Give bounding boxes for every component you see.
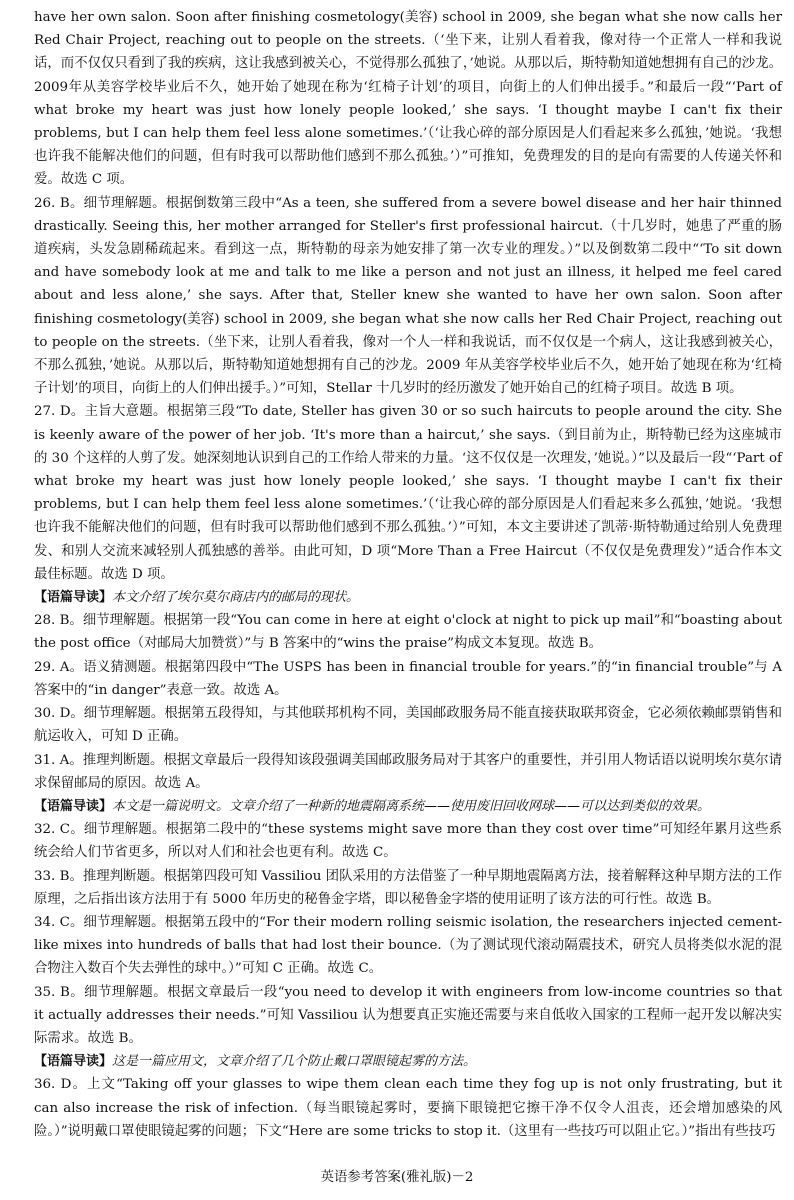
answer-30: 30. D。细节理解题。根据第五段得知，与其他联邦机构不同，美国邮政服务局不能直接获取联邦资金，它必须依赖邮票销售和航运收入，可知 D 正确。 (34, 706, 782, 745)
answer-29: 29. A。语义猜测题。根据第四段中“The USPS has been in financial trouble for years.”的“in financial trouble”与 A 答案中的“in danger”表意一致。故选 A。 (34, 659, 782, 698)
answer-36: 36. D。上文“Taking off your glasses to wipe them clean each time they fog up is not only frustrating, but it can also increase the risk of infection.（每当眼镜起雾时，要摘下眼镜把它擦干净不仅令人沮丧，还会增加感染的风险。）”说明戴口罩使眼镜起雾的问题；下文“Here are some tricks to stop it.（这里有一些技巧可以阻止它。）”指出有些技巧 (34, 1077, 782, 1139)
answer-26: 26. B。细节理解题。根据倒数第三段中“As a teen, she suffered from a severe bowel disease and her hair thinned drastically. Seeing this, her mother arranged for Steller's first professional haircut.（十几岁时，她患了严重的肠道疾病，头发急剧稀疏起来。看到这一点，斯特勒的母亲为她安排了第一次专业的理发。）”以及倒数第二段中“‘To sit down and have somebody look at me and talk to me like a person and not just an illness, it helped me feel cared about and less alone,’ she says. After that, Steller knew she wanted to have her own salon. Soon after finishing cosmetology(美容) school in 2009, she began what she now calls her Red Chair Project, reaching out to people on the streets.（坐下来，让别人看着我，像对一个人一样和我说话，而不仅仅是一个病人，这让我感到被关心，不那么孤独，’她说。从那以后，斯特勒知道她想拥有自己的沙龙。2009 年从美容学校毕业后不久，她开始了她现在称为‘红椅子计划’的项目，向街上的人们伸出援手。）”可知，Stellar 十几岁时的经历激发了她开始自己的红椅子项目。故选 B 项。 (34, 195, 782, 397)
guide-text: 本文介绍了埃尔莫尔商店内的邮局的现状。 (112, 590, 360, 606)
answer-32: 32. C。细节理解题。根据第二段中的“these systems might save more than they cost over time”可知经年累月这些系统会给人们节省更多，所以对人们和社会也更有利。故选 C。 (34, 822, 782, 861)
answer-31: 31. A。推理判断题。根据文章最后一段得知该段强调美国邮政服务局对于其客户的重要性，并引用人物话语以说明埃尔莫尔请求保留邮局的原因。故选 A。 (34, 752, 782, 791)
guide-text: 这是一篇应用文，文章介绍了几个防止戴口罩眼镜起雾的方法。 (112, 1054, 477, 1070)
reading-guide-2 (34, 795, 782, 818)
reading-guide-3 (34, 1050, 782, 1073)
answer-34: 34. C。细节理解题。根据第五段中的“For their modern rolling seismic isolation, the researchers injected cement-like mixes into hundreds of balls that had lost their bounce.（为了测试现代滚动隔震技术，研究人员将类似水泥的混合物注入数百个失去弹性的球中。）”可知 C 正确。故选 C。 (34, 914, 782, 977)
answer-27: 27. D。主旨大意题。根据第三段“To date, Steller has given 30 or so such haircuts to people around the city. She is keenly aware of the power of her job. ‘It's more than a haircut,’ she says.（到目前为止，斯特勒已经为这座城市的 30 个这样的人剪了发。她深刻地认识到自己的工作给人带来的力量。‘这不仅仅是一次理发，’她说。）”以及最后一段“‘Part of what broke my heart was just how lonely people looked,’ she says. ‘I thought maybe I can't fix their problems, but I can help them feel less alone sometimes.’（‘让我心碎的部分原因是人们看起来多么孤独，’她说。‘我想也许我不能解决他们的问题，但有时我可以帮助他们感到不那么孤独。’）”可知，本文主要讲述了凯蒂·斯特勒通过给别人免费理发、和别人交流来减轻别人孤独感的善举。由此可知，D 项“More Than a Free Haircut（不仅仅是免费理发）”适合作本文最佳标题。故选 D 项。 (34, 404, 782, 582)
reading-guide-1 (34, 586, 782, 609)
guide-tag: 【语篇导读】 (34, 590, 113, 606)
answer-35: 35. B。细节理解题。根据文章最后一段“you need to develop it with engineers from low-income countries so that it actually addresses their needs.”可知 Vassiliou 认为想要真正实施还需要与来自低收入国家的工程师一起开发以解决实际需求。故选 B。 (34, 984, 782, 1046)
guide-text: 本文是一篇说明文。文章介绍了一种新的地震隔离系统——使用废旧回收网球——可以达到类似的效果。 (112, 798, 711, 814)
guide-tag: 【语篇导读】 (34, 1054, 113, 1070)
answer-28: 28. B。细节理解题。根据第一段“You can come in here at eight o'clock at night to pick up mail”和“boasting about the post office（对邮局大加赞赏）”与 B 答案中的“wins the praise”构成文本复现。故选 B。 (34, 613, 782, 652)
continuation-paragraph: have her own salon. Soon after finishing cosmetology(美容) school in 2009, she began what she now calls her Red Chair Project, reaching out to people on the streets.（‘坐下来，让别人看着我，像对待一个正常人一样和我说话，而不仅仅只看到了我的疾病，这让我感到被关心，不觉得那么孤独了，’她说。从那以后，斯特勒知道她想拥有自己的沙龙。2009年从美容学校毕业后不久，她开始了她现在称为‘红椅子计划’的项目，向街上的人们伸出援手。”和最后一段“‘Part of what broke my heart was just how lonely people looked,’ she says. ‘I thought maybe I can't fix their problems, but I can help them feel less alone sometimes.’（‘让我心碎的部分原因是人们看起来多么孤独，’她说。‘我想也许我不能解决他们的问题，但有时我可以帮助他们感到不那么孤独。’）”可推知，免费理发的目的是向有需要的人传递关怀和爱。故选 C 项。 (34, 10, 782, 188)
answer-page (34, 6, 782, 1143)
answer-33: 33. B。推理判断题。根据第四段可知 Vassiliou 团队采用的方法借鉴了一种早期地震隔离方法，接着解释这种早期方法的工作原理，之后指出该方法用于有 5000 年历史的秘鲁金字塔，即以秘鲁金字塔的使用证明了该方法的可行性。故选 B。 (34, 868, 782, 907)
guide-tag: 【语篇导读】 (34, 798, 113, 814)
page-footer: 英语参考答案(雅礼版)－2 (320, 1170, 474, 1185)
